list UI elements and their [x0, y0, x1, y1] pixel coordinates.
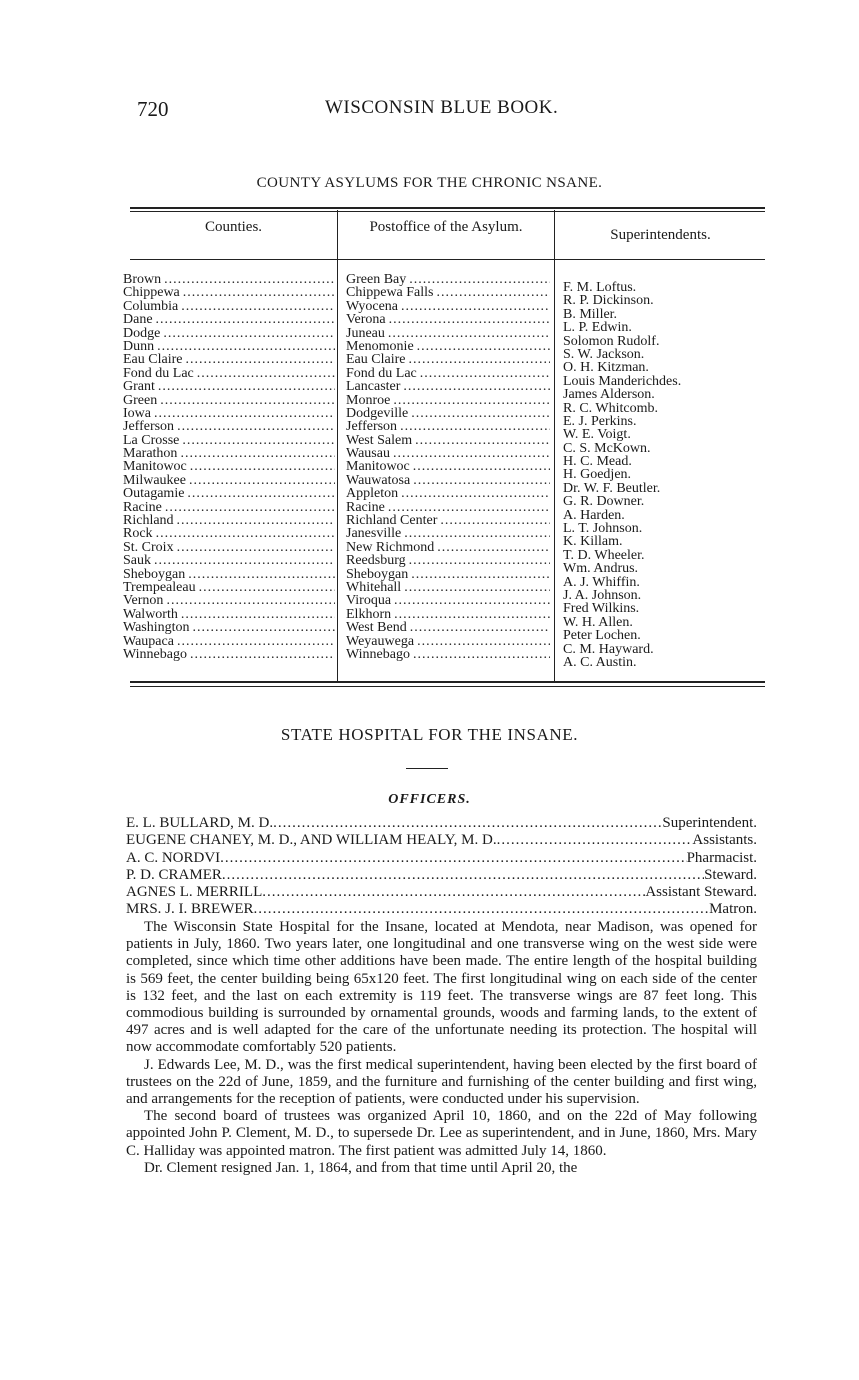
- dot-leader: [417, 340, 550, 353]
- postoffice-row: [346, 501, 550, 514]
- county-row: [123, 434, 335, 447]
- superintendent-row: C. S. McKown.: [563, 440, 651, 456]
- postoffice-row: [346, 394, 550, 407]
- superintendent-row: W. H. Allen.: [563, 614, 633, 630]
- header-counties: Counties.: [204, 219, 263, 235]
- county-row: [123, 581, 335, 594]
- postoffice-row: [346, 447, 550, 460]
- county-row: [123, 394, 335, 407]
- dot-leader: [164, 273, 335, 286]
- dot-leader: [157, 340, 335, 353]
- postoffice-row: [346, 407, 550, 420]
- dot-leader: [417, 635, 550, 648]
- county-row: [123, 608, 335, 621]
- postoffice-row-text: Janesville: [346, 527, 402, 541]
- postoffice-row: [346, 541, 550, 554]
- dot-leader: [388, 501, 550, 514]
- dot-leader: [440, 514, 550, 527]
- postoffice-row: [346, 367, 550, 380]
- postoffice-row-text: New Richmond: [346, 540, 435, 555]
- officer-title: Superintendent.: [662, 815, 757, 831]
- superintendent-row: A. C. Austin.: [563, 654, 637, 670]
- postoffice-row-text: Appleton: [346, 487, 399, 501]
- dot-leader: [166, 594, 335, 607]
- dot-leader: [156, 527, 335, 540]
- dot-leader: [183, 286, 335, 299]
- postoffice-row: [346, 568, 550, 581]
- paragraph: Dr. Clement resigned Jan. 1, 1864, and from that time until April 20, the: [144, 1159, 578, 1176]
- officers-heading: OFFICERS.: [388, 792, 471, 807]
- county-row-text: Fond du Lac: [123, 366, 194, 381]
- county-row-text: Racine: [123, 500, 162, 515]
- officer-row: [126, 815, 757, 832]
- table-bottom-rule-thin: [130, 686, 765, 687]
- superintendent-row: E. J. Perkins.: [563, 413, 637, 429]
- county-row: [123, 648, 335, 661]
- superintendent-row: R. P. Dickinson.: [563, 293, 654, 309]
- county-row-text: La Crosse: [123, 433, 180, 448]
- dot-leader: [273, 815, 662, 832]
- table-title: COUNTY ASYLUMS FOR THE CHRONIC NSANE.: [256, 175, 603, 191]
- column-divider-1: [337, 210, 338, 682]
- postoffice-row-text: Reedsburg: [346, 554, 406, 568]
- postoffice-row-text: Wausau: [346, 447, 390, 461]
- dot-leader: [187, 487, 335, 500]
- county-row: [123, 541, 335, 554]
- superintendent-row: H. C. Mead.: [563, 454, 632, 470]
- county-row: [123, 568, 335, 581]
- postoffice-row: [346, 340, 550, 353]
- postoffice-row: [346, 648, 550, 661]
- dot-leader: [393, 447, 550, 460]
- officer-row: [126, 901, 757, 918]
- dot-leader: [193, 621, 335, 634]
- dot-leader: [177, 541, 335, 554]
- county-row: [123, 554, 335, 567]
- postoffice-row-text: Weyauwega: [346, 634, 415, 648]
- officer-row: [126, 867, 757, 884]
- county-row-text: Sauk: [123, 554, 151, 568]
- dot-leader: [413, 474, 550, 487]
- county-row: [123, 514, 335, 527]
- county-row-text: Grant: [123, 380, 155, 394]
- county-row-text: Marathon: [123, 447, 178, 461]
- postoffice-row: [346, 487, 550, 500]
- county-row: [123, 273, 335, 286]
- page-number: 720: [137, 97, 169, 121]
- dot-leader: [403, 380, 550, 393]
- county-row-text: Green: [123, 393, 158, 407]
- superintendent-row: B. Miller.: [563, 306, 618, 322]
- superintendent-row: K. Killam.: [563, 534, 623, 550]
- county-row-text: Rock: [123, 527, 153, 541]
- postoffice-row: [346, 474, 550, 487]
- postoffice-row: [346, 313, 550, 326]
- county-row-text: Chippewa: [123, 286, 180, 300]
- postoffice-row-text: Sheboygan: [346, 567, 409, 581]
- postoffice-row-text: Juneau: [346, 326, 385, 340]
- superintendents-column: [563, 281, 763, 669]
- county-row-text: Dodge: [123, 326, 161, 340]
- superintendent-row: O. H. Kitzman.: [563, 360, 649, 376]
- postoffice-row: [346, 594, 550, 607]
- county-row-text: Trempealeau: [123, 580, 196, 595]
- superintendent-row: R. C. Whitcomb.: [563, 400, 659, 416]
- county-row-text: Jefferson: [123, 420, 175, 434]
- paragraph: The second board of trustees was organized April 10, 1860, and on the 22d of May following appointed John P. Clement, M. D., to supersede Dr. Lee as superintendent, and in June, 1860, Mrs. Mary C. Halliday was appointed matron. The first patient was admitted July 14, 1860.: [126, 1108, 757, 1159]
- postoffice-row: [346, 635, 550, 648]
- postoffice-row-text: Viroqua: [346, 594, 392, 608]
- dot-leader: [154, 554, 335, 567]
- postoffice-row-text: Eau Claire: [346, 353, 406, 367]
- postoffice-row-text: Richland Center: [346, 514, 438, 528]
- superintendent-row: Peter Lochen.: [563, 628, 641, 644]
- header-superintendents: Superintendents.: [610, 227, 711, 243]
- paragraph: The Wisconsin State Hospital for the Insane, located at Mendota, near Madison, was opened for patients in July, 1860. Two years later, one longitudinal and one transverse wing on the west side were completed, since which time other additions have been made. The entire length of the hospital building is 569 feet, the center building being 65x120 feet. The first longitudinal wing on each side of the center is 132 feet, and the last on each extremity is 119 feet. The transverse wings are 87 feet long. This commodious building is surrounded by ornamental grounds, woods and farming lands, to the extent of 497 acres and is well adapted for the care of the unfortunate needing its protection. The hospital will now accommodate comfortably 520 patients.: [126, 919, 757, 1056]
- dot-leader: [413, 648, 550, 661]
- dot-leader: [181, 300, 335, 313]
- postoffice-column: [346, 273, 550, 661]
- county-row: [123, 447, 335, 460]
- dot-leader: [197, 367, 335, 380]
- table-bottom-rule: [130, 681, 765, 683]
- county-row: [123, 353, 335, 366]
- county-row: [123, 501, 335, 514]
- superintendent-row: W. E. Voigt.: [563, 427, 631, 443]
- officer-row: [126, 884, 757, 901]
- superintendent-row: C. M. Hayward.: [563, 641, 654, 657]
- county-row-text: Waupaca: [123, 634, 174, 648]
- county-row: [123, 407, 335, 420]
- postoffice-row: [346, 554, 550, 567]
- postoffice-row: [346, 608, 550, 621]
- superintendent-row: Wm. Andrus.: [563, 561, 639, 577]
- county-row-text: Iowa: [123, 406, 151, 421]
- officer-title: Steward.: [704, 866, 757, 883]
- superintendent-row: S. W. Jackson.: [563, 346, 645, 362]
- postoffice-row-text: Elkhorn: [346, 607, 392, 622]
- postoffice-row: [346, 380, 550, 393]
- dot-leader: [394, 594, 550, 607]
- postoffice-row: [346, 460, 550, 473]
- postoffice-row-text: Monroe: [346, 393, 391, 407]
- postoffice-row-text: Menomonie: [346, 339, 414, 354]
- postoffice-row: [346, 327, 550, 340]
- superintendent-row: L. P. Edwin.: [563, 320, 632, 336]
- dot-leader: [410, 621, 550, 634]
- postoffice-row: [346, 420, 550, 433]
- county-row: [123, 313, 335, 326]
- dot-leader: [409, 554, 550, 567]
- dot-leader: [177, 420, 335, 433]
- postoffice-row-text: Fond du Lac: [346, 366, 417, 381]
- dot-leader: [254, 901, 710, 918]
- officer-row: [126, 832, 757, 849]
- dot-leader: [190, 460, 335, 473]
- postoffice-row: [346, 434, 550, 447]
- postoffice-row: [346, 514, 550, 527]
- postoffice-row: [346, 527, 550, 540]
- county-row: [123, 340, 335, 353]
- county-row-text: Sheboygan: [123, 567, 186, 581]
- superintendent-row: J. A. Johnson.: [563, 587, 642, 603]
- superintendent-row: G. R. Downer.: [563, 494, 645, 510]
- postoffice-row: [346, 581, 550, 594]
- dot-leader: [222, 867, 704, 884]
- postoffice-row-text: Lancaster: [346, 380, 401, 394]
- county-row: [123, 460, 335, 473]
- officers-list: [126, 815, 757, 919]
- county-row-text: Brown: [123, 273, 162, 287]
- dot-leader: [158, 380, 335, 393]
- postoffice-row-text: Manitowoc: [346, 460, 410, 474]
- postoffice-row-text: Jefferson: [346, 420, 398, 434]
- postoffice-row: [346, 621, 550, 634]
- dot-leader: [409, 273, 550, 286]
- county-row-text: Eau Claire: [123, 353, 183, 367]
- postoffice-row: [346, 286, 550, 299]
- superintendent-row: H. Goedjen.: [563, 467, 632, 483]
- section-divider: [406, 768, 448, 769]
- postoffice-row-text: West Salem: [346, 433, 413, 448]
- dot-leader: [401, 300, 550, 313]
- officer-title: Matron.: [709, 901, 757, 918]
- body-text: [126, 919, 757, 1177]
- dot-leader: [165, 501, 335, 514]
- dot-leader: [190, 648, 335, 661]
- postoffice-row-text: Wyocena: [346, 299, 399, 314]
- postoffice-row-text: Green Bay: [346, 273, 407, 287]
- officer-name: MRS. J. I. BREWER: [126, 901, 254, 918]
- dot-leader: [389, 313, 550, 326]
- paragraph: J. Edwards Lee, M. D., was the first medical superintendent, having been elected by the first board of trustees on the 22d of June, 1859, and the furniture and furnishing of the center building and first wing, and arrangements for the reception of patients, were conducted under his supervision.: [126, 1056, 757, 1108]
- county-row: [123, 300, 335, 313]
- dot-leader: [262, 884, 645, 901]
- county-row-text: Washington: [123, 621, 190, 635]
- dot-leader: [437, 541, 550, 554]
- officer-name: A. C. NORDVI: [126, 849, 221, 866]
- officer-title: Assistants.: [692, 832, 757, 849]
- county-row: [123, 327, 335, 340]
- dot-leader: [154, 407, 335, 420]
- dot-leader: [394, 608, 550, 621]
- officer-title: Pharmacist.: [686, 849, 757, 866]
- dot-leader: [163, 327, 335, 340]
- section-title: STATE HOSPITAL FOR THE INSANE.: [280, 725, 579, 744]
- dot-leader: [401, 487, 550, 500]
- dot-leader: [156, 313, 335, 326]
- dot-leader: [180, 447, 335, 460]
- county-row-text: Richland: [123, 514, 174, 528]
- officer-name: AGNES L. MERRILL: [126, 884, 263, 901]
- table-header-rule: [130, 259, 765, 260]
- dot-leader: [188, 568, 335, 581]
- superintendent-row: Fred Wilkins.: [563, 601, 640, 617]
- dot-leader: [181, 608, 335, 621]
- county-row-text: Vernon: [123, 594, 164, 608]
- dot-leader: [420, 367, 550, 380]
- dot-leader: [393, 394, 550, 407]
- county-row-text: Dunn: [123, 339, 155, 354]
- postoffice-row-text: Chippewa Falls: [346, 286, 434, 300]
- superintendent-row: Solomon Rudolf.: [563, 333, 660, 349]
- county-row: [123, 420, 335, 433]
- dot-leader: [497, 832, 693, 849]
- postoffice-row-text: Dodgeville: [346, 406, 409, 421]
- dot-leader: [220, 850, 686, 867]
- postoffice-row-text: Racine: [346, 500, 385, 515]
- county-row-text: St. Croix: [123, 540, 174, 555]
- running-head: WISCONSIN BLUE BOOK.: [325, 97, 559, 118]
- county-row: [123, 286, 335, 299]
- dot-leader: [404, 581, 550, 594]
- dot-leader: [160, 394, 335, 407]
- postoffice-row: [346, 353, 550, 366]
- superintendent-row: T. D. Wheeler.: [563, 547, 645, 563]
- dot-leader: [388, 327, 550, 340]
- county-row: [123, 635, 335, 648]
- dot-leader: [189, 474, 335, 487]
- postoffice-row-text: Whitehall: [346, 580, 402, 595]
- officer-name: E. L. BULLARD, M. D.: [126, 815, 274, 831]
- county-row: [123, 527, 335, 540]
- postoffice-row: [346, 273, 550, 286]
- superintendent-row: Louis Manderichdes.: [563, 373, 682, 389]
- table-top-rule-thin: [130, 211, 765, 212]
- county-row: [123, 367, 335, 380]
- postoffice-row-text: Verona: [346, 313, 386, 327]
- officer-name: P. D. CRAMER: [126, 866, 222, 883]
- county-row-text: Milwaukee: [123, 473, 186, 488]
- officer-name: EUGENE CHANEY, M. D., AND WILLIAM HEALY, M. D.: [126, 832, 497, 849]
- county-row: [123, 474, 335, 487]
- dot-leader: [199, 581, 335, 594]
- officer-title: Assistant Steward.: [645, 884, 757, 901]
- county-row-text: Manitowoc: [123, 460, 187, 474]
- dot-leader: [185, 353, 335, 366]
- dot-leader: [404, 527, 550, 540]
- county-row-text: Dane: [123, 313, 153, 327]
- county-row: [123, 621, 335, 634]
- dot-leader: [411, 407, 550, 420]
- county-row: [123, 380, 335, 393]
- dot-leader: [182, 434, 335, 447]
- counties-column: [123, 273, 335, 661]
- dot-leader: [411, 568, 550, 581]
- county-row-text: Winnebago: [123, 647, 187, 662]
- county-row: [123, 487, 335, 500]
- dot-leader: [408, 353, 550, 366]
- dot-leader: [177, 514, 335, 527]
- dot-leader: [413, 460, 550, 473]
- superintendent-row: L. T. Johnson.: [563, 521, 643, 537]
- dot-leader: [415, 434, 550, 447]
- postoffice-row: [346, 300, 550, 313]
- postoffice-row-text: West Bend: [346, 621, 407, 635]
- table-top-rule: [130, 207, 765, 209]
- superintendent-row: James Alderson.: [563, 387, 655, 403]
- postoffice-row-text: Winnebago: [346, 647, 410, 662]
- postoffice-row-text: Wauwatosa: [346, 473, 411, 488]
- county-row-text: Columbia: [123, 299, 179, 314]
- superintendent-row: A. J. Whiffin.: [563, 574, 640, 590]
- county-row: [123, 594, 335, 607]
- county-row-text: Walworth: [123, 607, 178, 622]
- dot-leader: [400, 420, 550, 433]
- dot-leader: [437, 286, 551, 299]
- officer-row: [126, 850, 757, 867]
- superintendent-row: A. Harden.: [563, 507, 625, 523]
- superintendent-row: F. M. Loftus.: [563, 280, 637, 295]
- county-row-text: Outagamie: [123, 487, 185, 501]
- header-postoffice: Postoffice of the Asylum.: [369, 219, 523, 235]
- dot-leader: [177, 635, 335, 648]
- column-divider-2: [554, 210, 555, 682]
- superintendent-row: Dr. W. F. Beutler.: [563, 480, 661, 496]
